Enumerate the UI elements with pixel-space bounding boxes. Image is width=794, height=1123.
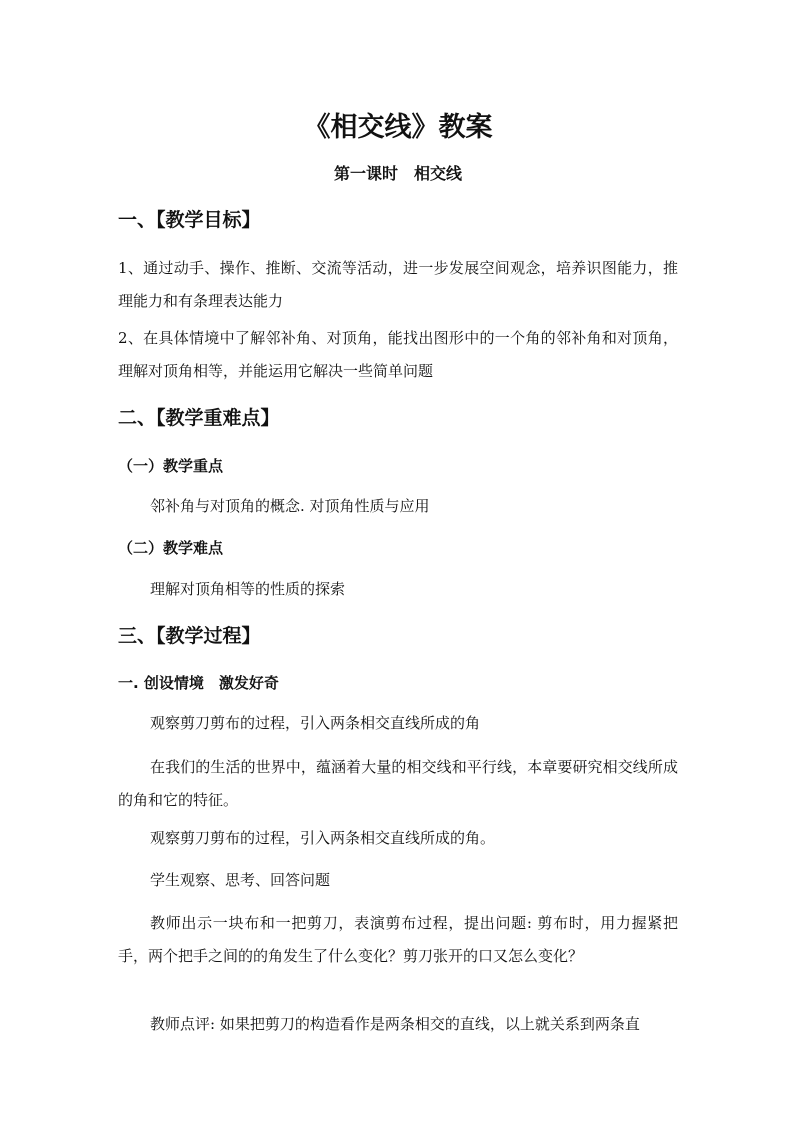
- document-page: [118, 0, 678, 1123]
- subheading-scenario: 一. 创设情境 激发好奇: [118, 674, 279, 692]
- section-heading-process: 三、【教学过程】: [118, 625, 261, 647]
- process-paragraph-4: 学生观察、思考、回答问题: [150, 871, 331, 889]
- section-heading-key-points: 二、【教学重难点】: [118, 407, 280, 429]
- objective-paragraph-2: 2、在具体情境中了解邻补角、对顶角，能找出图形中的一个角的邻补角和对顶角，理解对顶角相等，并能运用它解决一些简单问题: [118, 329, 678, 380]
- process-paragraph-1: 观察剪刀剪布的过程，引入两条相交直线所成的角: [150, 714, 481, 732]
- difficulty-text: 理解对顶角相等的性质的探索: [150, 580, 346, 598]
- key-point-text: 邻补角与对顶角的概念. 对顶角性质与应用: [150, 497, 430, 515]
- subheading-key-point: （一）教学重点: [118, 457, 224, 475]
- process-paragraph-6: 教师点评: 如果把剪刀的构造看作是两条相交的直线，以上就关系到两条直: [150, 1015, 640, 1033]
- objective-paragraph-1: 1、通过动手、操作、推断、交流等活动，进一步发展空间观念，培养识图能力，推理能力和有条理表达能力: [118, 259, 678, 310]
- subheading-difficulty: （二）教学难点: [118, 539, 224, 557]
- section-heading-objectives: 一、【教学目标】: [118, 209, 261, 231]
- lesson-subtitle: 第一课时 相交线: [333, 164, 462, 183]
- process-paragraph-3: 观察剪刀剪布的过程，引入两条相交直线所成的角。: [150, 829, 496, 847]
- process-paragraph-2: 在我们的生活的世界中，蕴涵着大量的相交线和平行线，本章要研究相交线所成的角和它的特征。: [118, 758, 678, 809]
- process-paragraph-5: 教师出示一块布和一把剪刀，表演剪布过程，提出问题: 剪布时，用力握紧把手，两个把手之间的的角发生了什么变化？剪刀张开的口又怎么变化？: [118, 914, 678, 965]
- document-title: 《相交线》教案: [303, 112, 493, 143]
